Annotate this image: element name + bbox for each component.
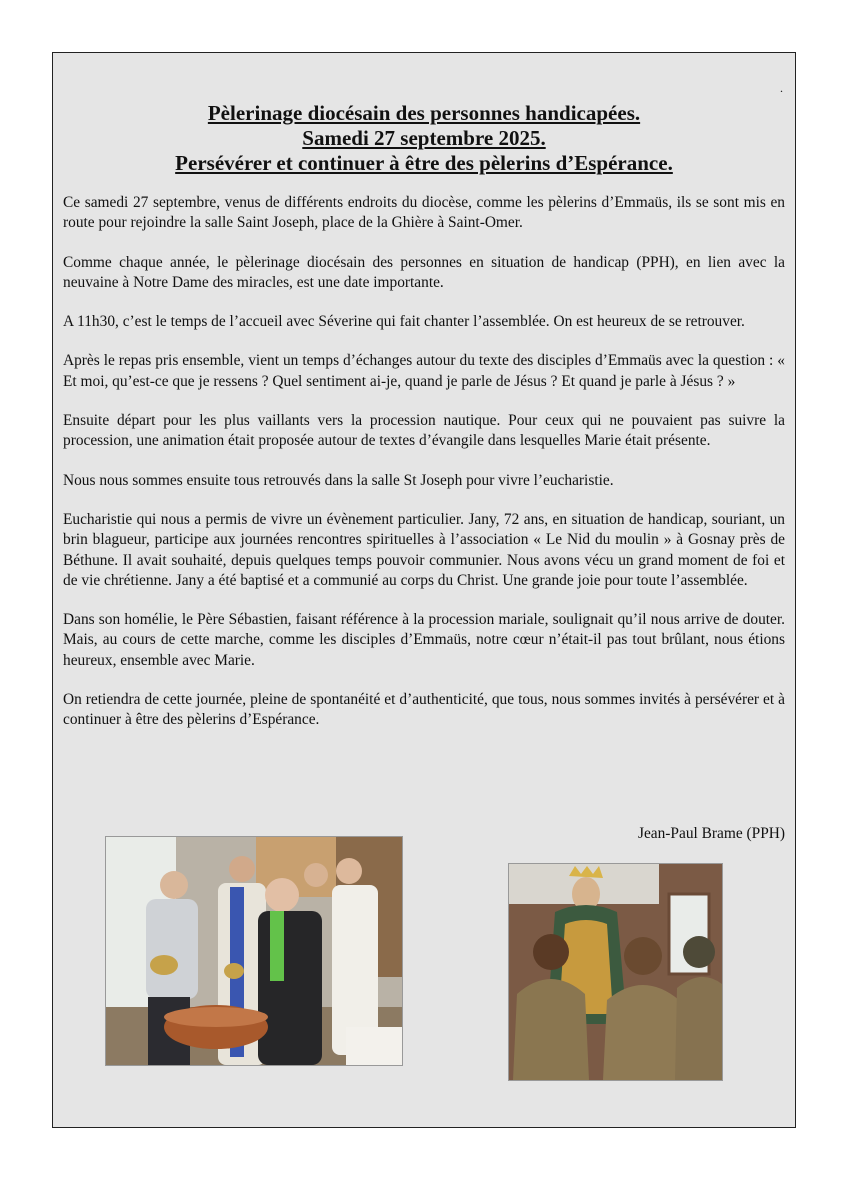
- paragraph: On retiendra de cette journée, pleine de spontanéité et d’authenticité, que tous, nous sommes invités à persévérer et à continuer à être des pèlerins d’Espérance.: [63, 691, 785, 729]
- paragraph: Comme chaque année, le pèlerinage diocésain des personnes en situation de handicap (PPH), en lien avec la neuvaine à Notre Dame des miracles, est une date importante.: [63, 253, 785, 291]
- baptism-photo-drawing: [106, 837, 402, 1065]
- page-title: [53, 101, 795, 176]
- article-body: [63, 193, 785, 750]
- corner-dot: .: [780, 81, 783, 95]
- paragraph: A 11h30, c’est le temps de l’accueil avec Séverine qui fait chanter l’assemblée. On est heureux de se retrouver.: [63, 313, 745, 331]
- paragraph: Nous nous sommes ensuite tous retrouvés dans la salle St Joseph pour vivre l’eucharistie.: [63, 471, 614, 489]
- scouts-statue-photo-drawing: [509, 864, 722, 1080]
- document-frame: [52, 52, 796, 1128]
- scouts-statue-photo: [508, 863, 723, 1081]
- title-line-1: Pèlerinage diocésain des personnes handicapées.: [207, 101, 641, 125]
- paragraph: Eucharistie qui nous a permis de vivre un évènement particulier. Jany, 72 ans, en situation de handicap, souriant, un brin blagueur, participe aux journées rencontres spirituelles à l’association « Le Nid du moulin » à Gosnay près de Béthune. Il avait souhaité, depuis quelques temps pouvoir communier. Nous avons vécu un grand moment de foi et de vie chrétienne. Jany a été baptisé et a communié au corps du Christ. Une grande joie pour toute l’assemblée.: [63, 510, 785, 589]
- title-line-3: Persévérer et continuer à être des pèlerins d’Espérance.: [175, 151, 673, 175]
- signature: Jean-Paul Brame (PPH): [637, 825, 785, 842]
- paragraph: Ensuite départ pour les plus vaillants vers la procession nautique. Pour ceux qui ne pouvaient pas suivre la procession, une animation était proposée autour de textes d’évangile dans lesquelles Marie était présente.: [63, 412, 785, 450]
- paragraph: Ce samedi 27 septembre, venus de différents endroits du diocèse, comme les pèlerins d’Emmaüs, ils se sont mis en route pour rejoindre la salle Saint Joseph, place de la Ghière à Saint-Omer.: [63, 194, 785, 232]
- paragraph: Après le repas pris ensemble, vient un temps d’échanges autour du texte des disciples d’Emmaüs avec la question : « Et moi, qu’est-ce que je ressens ? Quel sentiment ai-je, quand je parle de Jésus ? Et quand je parle à Jésus ? »: [63, 352, 785, 390]
- baptism-photo: [105, 836, 403, 1066]
- paragraph: Dans son homélie, le Père Sébastien, faisant référence à la procession mariale, soulignait qu’il nous arrive de douter. Mais, au cours de cette marche, comme les disciples d’Emmaüs, notre cœur n’était-il pas tout brûlant, nous étions heureux, ensemble avec Marie.: [63, 611, 785, 669]
- title-line-2: Samedi 27 septembre 2025.: [302, 126, 546, 150]
